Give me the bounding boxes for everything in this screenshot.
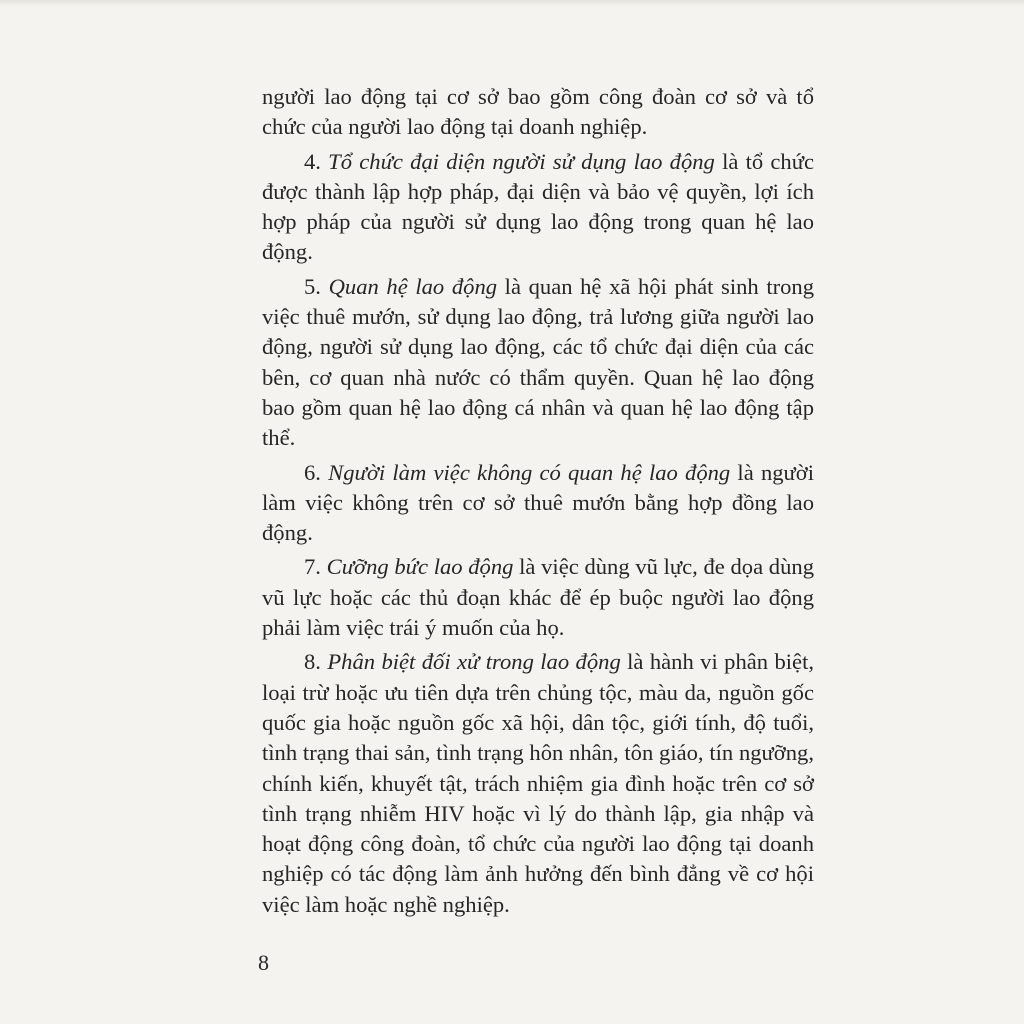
defined-term: Người làm việc không có quan hệ lao động: [328, 459, 731, 485]
paragraph-text: là tổ chức được thành lập hợp pháp, đại diện và bảo vệ quyền, lợi ích hợp pháp của người sử dụng lao động trong quan hệ lao động.: [262, 148, 814, 265]
paragraph-definition-7: [262, 552, 814, 643]
paragraph-number: 7.: [304, 554, 327, 580]
paragraph-number: 8.: [304, 649, 328, 675]
defined-term: Tổ chức đại diện người sử dụng lao động: [328, 148, 715, 174]
paragraph-definition-8: [262, 647, 814, 920]
defined-term: Cưỡng bức lao động: [326, 554, 514, 580]
page-number: 8: [258, 950, 269, 975]
paragraph-text: người lao động tại cơ sở bao gồm công đoàn cơ sở và tổ chức của người lao động tại doanh nghiệp.: [262, 84, 814, 140]
paragraph-number: 5.: [304, 273, 329, 299]
body-text: [262, 82, 814, 924]
paragraph-text: là việc dùng vũ lực, đe dọa dùng vũ lực hoặc các thủ đoạn khác để ép buộc người lao động phải làm việc trái ý muốn của họ.: [262, 554, 814, 641]
paragraph-text: là người làm việc không trên cơ sở thuê mướn bằng hợp đồng lao động.: [262, 459, 815, 546]
defined-term: Phân biệt đối xử trong lao động: [327, 649, 621, 675]
page-top-edge: [0, 0, 1024, 6]
paragraph-number: 4.: [304, 148, 329, 174]
paragraph-definition-6: [262, 458, 814, 549]
paragraph-definition-5: [262, 272, 814, 454]
paragraph-text: là hành vi phân biệt, loại trừ hoặc ưu tiên dựa trên chủng tộc, màu da, nguồn gốc quốc gia hoặc nguồn gốc xã hội, dân tộc, giới tính, độ tuổi, tình trạng thai sản, tình trạng hôn nhân, tôn giáo, tín ngưỡng, chính kiến, khuyết tật, trách nhiệm gia đình hoặc trên cơ sở tình trạng nhiễm HIV hoặc vì lý do thành lập, gia nhập và hoạt động công đoàn, tổ chức của người lao động tại doanh nghiệp có tác động làm ảnh hưởng đến bình đẳng về cơ hội việc làm hoặc nghề nghiệp.: [262, 649, 815, 917]
paragraph-continuation: [262, 82, 814, 143]
defined-term: Quan hệ lao động: [328, 273, 498, 299]
paragraph-number: 6.: [304, 459, 329, 485]
paragraph-definition-4: [262, 147, 814, 268]
paragraph-text: là quan hệ xã hội phát sinh trong việc thuê mướn, sử dụng lao động, trả lương giữa người lao động, người sử dụng lao động, các tổ chức đại diện của các bên, cơ quan nhà nước có thẩm quyền. Quan hệ lao động bao gồm quan hệ lao động cá nhân và quan hệ lao động tập thể.: [262, 273, 815, 451]
